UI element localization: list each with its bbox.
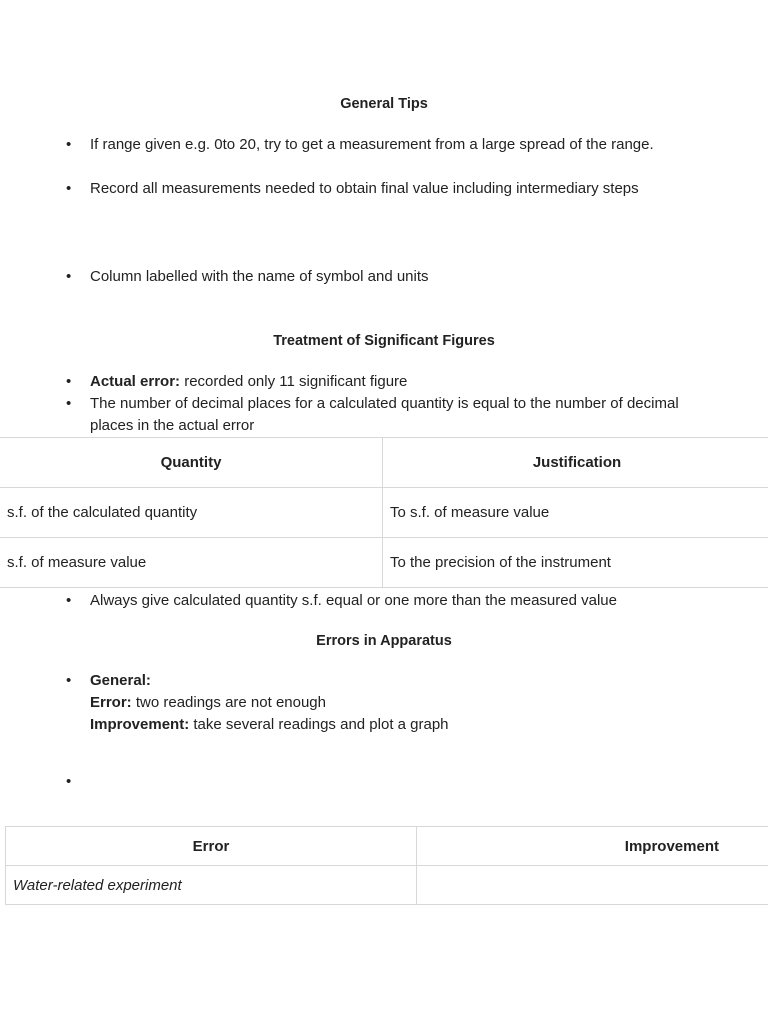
bullet-icon: • [66, 180, 72, 197]
error-label: Error: [90, 694, 132, 711]
sig-figs-table [0, 437, 768, 588]
list-item [0, 393, 768, 437]
bullet-icon: • [66, 136, 72, 153]
table-cell: Water-related experiment [6, 866, 417, 905]
tip-text: Record all measurements needed to obtain final value including intermediary steps [90, 180, 639, 197]
bullet-icon: • [66, 373, 72, 390]
general-label: General: [90, 672, 151, 689]
list-item [0, 771, 768, 793]
list-item [0, 670, 768, 736]
list-item [0, 134, 768, 178]
bullet-icon: • [66, 268, 72, 285]
table-header-row [0, 438, 768, 488]
bullet-icon: • [66, 592, 72, 609]
list-item [0, 590, 768, 612]
errors-table [5, 826, 768, 905]
bullet-icon: • [66, 773, 72, 790]
list-item [0, 266, 768, 288]
actual-error-value: recorded only 11 significant figure [180, 373, 408, 390]
sig-figs-heading: Treatment of Significant Figures [273, 333, 495, 349]
table-cell: To s.f. of measure value [383, 488, 768, 538]
table-cell: s.f. of measure value [0, 538, 383, 588]
list-item [0, 178, 768, 222]
general-tips-heading: General Tips [340, 96, 428, 112]
tip-text: If range given e.g. 0to 20, try to get a measurement from a large spread of the range. [90, 136, 654, 153]
improvement-text: take several readings and plot a graph [189, 716, 449, 733]
bullet-icon: • [66, 395, 72, 412]
table-row [0, 488, 768, 538]
table-header-improvement: Improvement [417, 827, 768, 866]
table-header-justification: Justification [383, 438, 768, 488]
tip-text: Column labelled with the name of symbol and units [90, 268, 429, 285]
table-header-error: Error [6, 827, 417, 866]
table-cell: s.f. of the calculated quantity [0, 488, 383, 538]
actual-error-label: Actual error: [90, 373, 181, 390]
bullet-icon: • [66, 672, 72, 689]
list-item [0, 371, 768, 393]
table-cell: To the precision of the instrument [383, 538, 768, 588]
table-header-quantity: Quantity [0, 438, 383, 488]
error-text: two readings are not enough [131, 694, 326, 711]
actual-error-text [90, 371, 675, 393]
decimal-places-text: The number of decimal places for a calculated quantity is equal to the number of decimal places in the actual error [90, 395, 679, 434]
table-cell [417, 866, 768, 905]
table-row [6, 866, 768, 905]
table-header-row [6, 827, 768, 866]
table-row [0, 538, 768, 588]
sf-advice-text: Always give calculated quantity s.f. equal or one more than the measured value [90, 592, 617, 609]
improvement-label: Improvement: [90, 716, 190, 733]
general-error-text [90, 670, 675, 736]
errors-heading: Errors in Apparatus [316, 633, 452, 649]
